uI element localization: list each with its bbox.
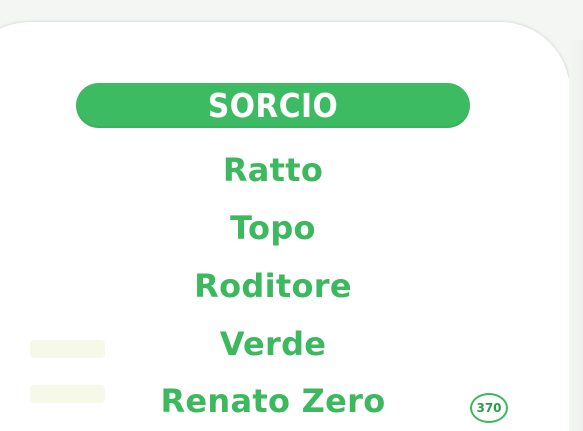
option-ratto[interactable]: Ratto xyxy=(222,151,324,189)
card-title: SORCIO xyxy=(207,86,339,125)
option-renato-zero[interactable]: Renato Zero xyxy=(160,382,386,420)
title-pill xyxy=(76,83,470,128)
option-verde[interactable]: Verde xyxy=(219,325,327,363)
card-number-badge: 370 xyxy=(470,393,508,423)
option-topo[interactable]: Topo xyxy=(230,209,316,247)
card-edge xyxy=(569,40,583,431)
option-roditore[interactable]: Roditore xyxy=(194,267,352,305)
